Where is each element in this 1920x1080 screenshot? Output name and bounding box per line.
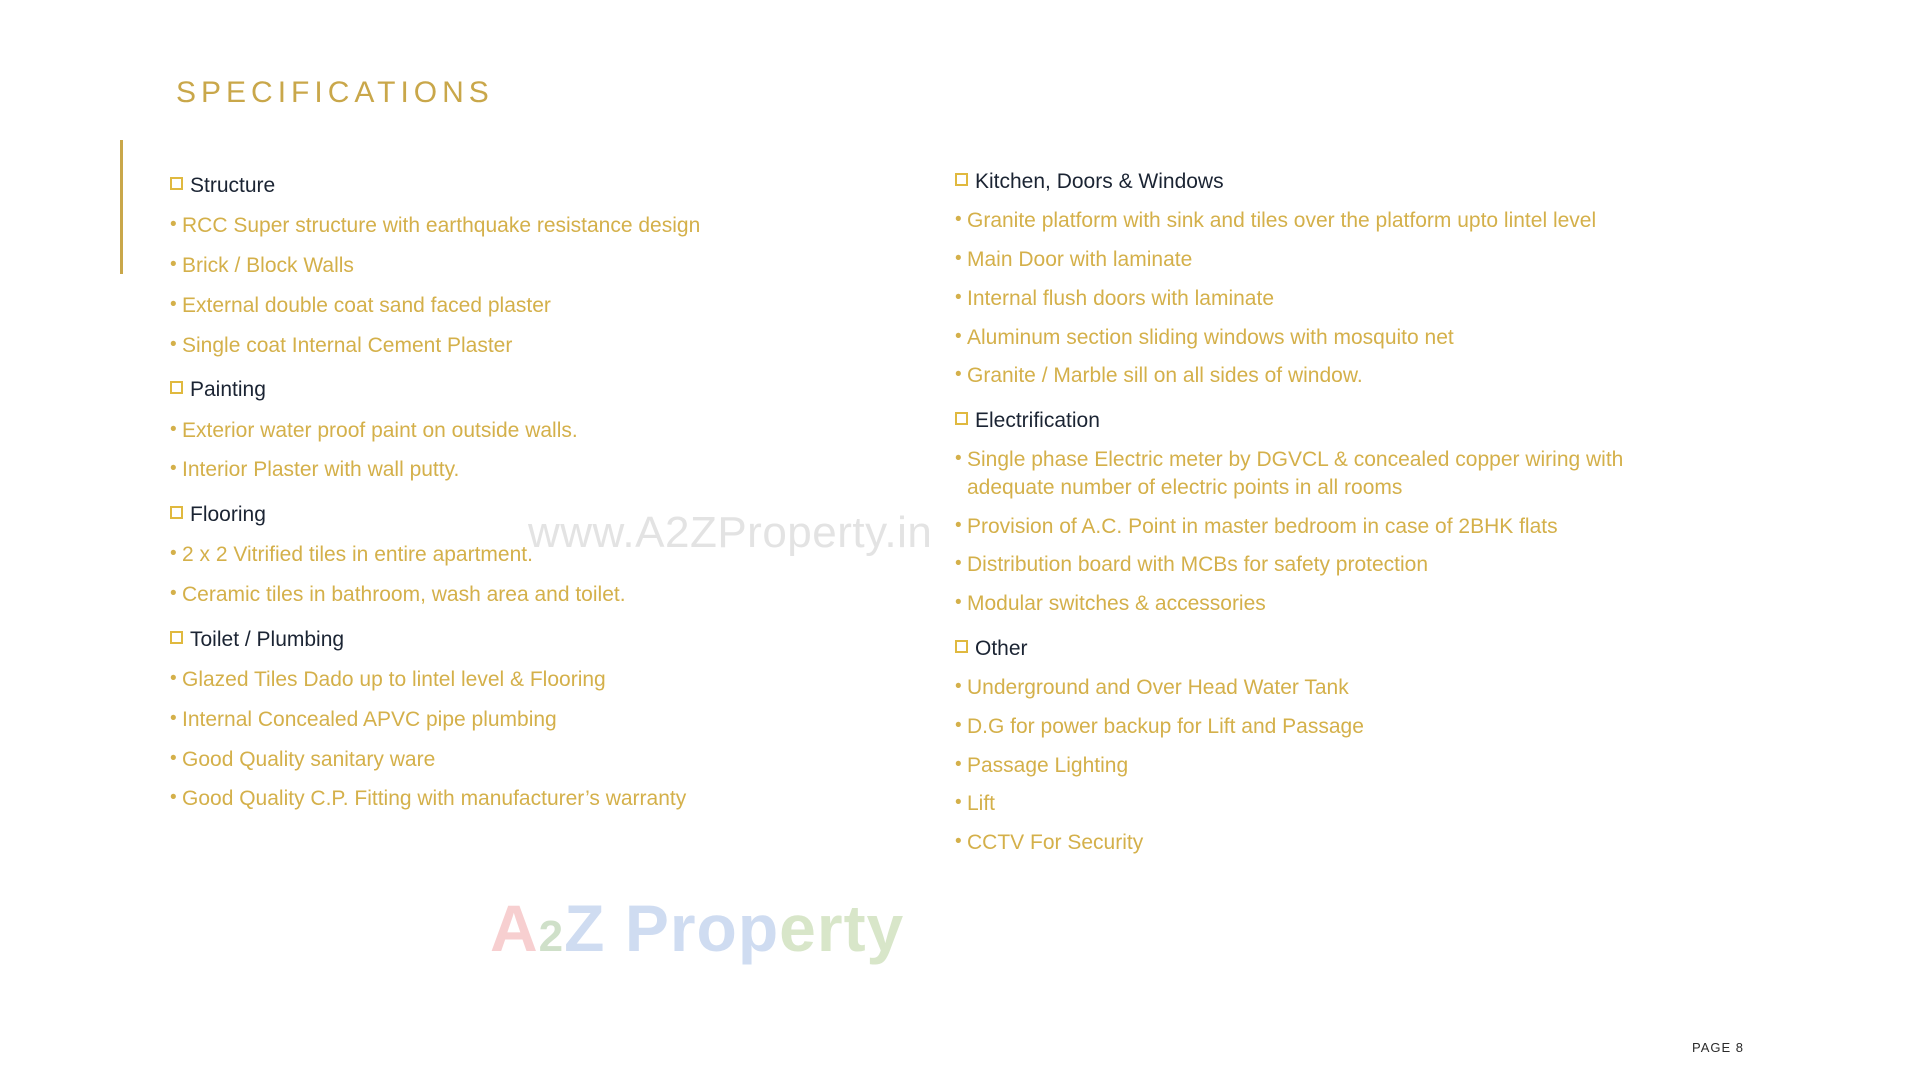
- watermark-logo-2: 2: [538, 912, 565, 961]
- spec-group-heading: [170, 501, 910, 529]
- list-item-label: External double coat sand faced plaster: [182, 293, 551, 317]
- list-item-label: Brick / Block Walls: [182, 254, 354, 278]
- list-item-label: Ceramic tiles in bathroom, wash area and toilet.: [182, 583, 626, 607]
- spec-group-structure: [170, 172, 910, 359]
- square-bullet-icon: [170, 631, 183, 644]
- list-item: [955, 513, 1715, 541]
- spec-group-toilet-plumbing: [170, 626, 910, 813]
- dot-bullet-icon: •: [955, 753, 962, 775]
- watermark-logo-a: A: [490, 891, 539, 965]
- square-bullet-icon: [955, 640, 968, 653]
- list-item-label: Aluminum section sliding windows with mosquito net: [967, 325, 1454, 349]
- page-number: PAGE 8: [1691, 1040, 1744, 1055]
- list-item-label: Exterior water proof paint on outside walls.: [182, 418, 578, 442]
- dot-bullet-icon: •: [955, 514, 962, 536]
- spec-group-flooring: [170, 501, 910, 609]
- list-item-label: CCTV For Security: [967, 831, 1144, 855]
- dot-bullet-icon: •: [170, 583, 177, 605]
- list-item: [955, 752, 1715, 780]
- list-item-label: Underground and Over Head Water Tank: [967, 676, 1349, 700]
- dot-bullet-icon: •: [955, 286, 962, 308]
- list-item-label: Main Door with laminate: [967, 248, 1193, 272]
- square-bullet-icon: [170, 506, 183, 519]
- list-item: [170, 581, 910, 609]
- list-item-label: Passage Lighting: [967, 753, 1129, 777]
- spec-group-painting: [170, 376, 910, 484]
- spec-group-heading: [170, 626, 910, 654]
- dot-bullet-icon: •: [955, 448, 962, 470]
- list-item: [955, 674, 1715, 702]
- list-item: [955, 446, 1715, 501]
- spec-group-kitchen-doors-windows: [955, 168, 1715, 390]
- dot-bullet-icon: •: [170, 543, 177, 565]
- list-item: [955, 590, 1715, 618]
- dot-bullet-icon: •: [170, 668, 177, 690]
- spec-group-heading: [955, 168, 1715, 196]
- list-item: [170, 212, 910, 240]
- list-item-label: Good Quality C.P. Fitting with manufacturer’s warranty: [182, 787, 687, 811]
- spec-group-other: [955, 635, 1715, 857]
- dot-bullet-icon: •: [955, 325, 962, 347]
- list-item-label: Internal Concealed APVC pipe plumbing: [182, 707, 557, 731]
- list-item: [170, 332, 910, 360]
- spec-group-heading-label: Flooring: [190, 503, 266, 526]
- left-column: [170, 172, 910, 813]
- watermark-url: www.A2ZProperty.in: [528, 508, 933, 557]
- list-item: [955, 362, 1715, 390]
- list-item-label: Single phase Electric meter by DGVCL & concealed copper wiring with adequate number of electric points in all rooms: [967, 448, 1624, 499]
- list-item-label: Interior Plaster with wall putty.: [182, 458, 460, 482]
- dot-bullet-icon: •: [170, 787, 177, 809]
- list-item-label: Internal flush doors with laminate: [967, 286, 1274, 310]
- dot-bullet-icon: •: [170, 747, 177, 769]
- list-item-label: Good Quality sanitary ware: [182, 747, 436, 771]
- spec-group-heading: [955, 407, 1715, 435]
- spec-group-electrification: [955, 407, 1715, 618]
- list-item-label: Single coat Internal Cement Plaster: [182, 333, 513, 357]
- dot-bullet-icon: •: [170, 333, 177, 355]
- right-column: [955, 168, 1715, 857]
- spec-group-heading: [170, 172, 910, 200]
- dot-bullet-icon: •: [955, 364, 962, 386]
- dot-bullet-icon: •: [955, 248, 962, 270]
- spec-group-heading-label: Toilet / Plumbing: [190, 627, 345, 651]
- dot-bullet-icon: •: [955, 209, 962, 231]
- watermark-logo-erty: erty: [779, 891, 905, 965]
- square-bullet-icon: [170, 381, 183, 394]
- dot-bullet-icon: •: [170, 707, 177, 729]
- list-item-label: Granite / Marble sill on all sides of window.: [967, 364, 1363, 388]
- list-item-label: D.G for power backup for Lift and Passage: [967, 714, 1364, 738]
- dot-bullet-icon: •: [955, 831, 962, 853]
- spec-group-heading: [170, 376, 910, 404]
- list-item: [955, 790, 1715, 818]
- dot-bullet-icon: •: [170, 418, 177, 440]
- list-item-label: RCC Super structure with earthquake resistance design: [182, 214, 701, 238]
- list-item: [955, 246, 1715, 274]
- list-item: [170, 456, 910, 484]
- list-item: [170, 252, 910, 280]
- dot-bullet-icon: •: [955, 676, 962, 698]
- spec-group-heading-label: Electrification: [975, 408, 1100, 432]
- square-bullet-icon: [955, 412, 968, 425]
- list-item: [170, 746, 910, 774]
- watermark-logo-prop: Prop: [624, 891, 780, 965]
- list-item: [170, 785, 910, 813]
- dot-bullet-icon: •: [955, 792, 962, 814]
- dot-bullet-icon: •: [955, 592, 962, 614]
- spec-group-heading-label: Other: [975, 636, 1028, 660]
- watermark-logo-z: Z: [564, 891, 606, 965]
- list-item: [170, 666, 910, 694]
- accent-divider: [120, 140, 123, 274]
- dot-bullet-icon: •: [170, 214, 177, 236]
- list-item-label: 2 x 2 Vitrified tiles in entire apartment.: [182, 543, 533, 567]
- list-item-label: Provision of A.C. Point in master bedroom in case of 2BHK flats: [967, 514, 1558, 538]
- spec-group-heading-label: Kitchen, Doors & Windows: [975, 170, 1224, 193]
- list-item: [955, 207, 1715, 235]
- dot-bullet-icon: •: [955, 553, 962, 575]
- list-item: [955, 285, 1715, 313]
- dot-bullet-icon: •: [955, 714, 962, 736]
- list-item-label: Distribution board with MCBs for safety protection: [967, 553, 1429, 577]
- list-item: [955, 551, 1715, 579]
- list-item-label: Granite platform with sink and tiles over the platform upto lintel level: [967, 209, 1597, 233]
- list-item: [955, 829, 1715, 857]
- watermark-logo: [490, 890, 904, 966]
- list-item: [170, 417, 910, 445]
- list-item: [170, 541, 910, 569]
- spec-group-heading: [955, 635, 1715, 663]
- list-item-label: Modular switches & accessories: [967, 592, 1266, 616]
- square-bullet-icon: [955, 173, 968, 186]
- square-bullet-icon: [170, 177, 183, 190]
- page-title: SPECIFICATIONS: [176, 76, 494, 109]
- list-item: [955, 324, 1715, 352]
- list-item-label: Glazed Tiles Dado up to lintel level & Flooring: [182, 668, 606, 692]
- dot-bullet-icon: •: [170, 254, 177, 276]
- list-item-label: Lift: [967, 792, 996, 816]
- dot-bullet-icon: •: [170, 293, 177, 315]
- list-item: [955, 713, 1715, 741]
- dot-bullet-icon: •: [170, 458, 177, 480]
- spec-group-heading-label: Structure: [190, 174, 276, 197]
- list-item: [170, 706, 910, 734]
- spec-group-heading-label: Painting: [190, 378, 266, 402]
- list-item: [170, 292, 910, 320]
